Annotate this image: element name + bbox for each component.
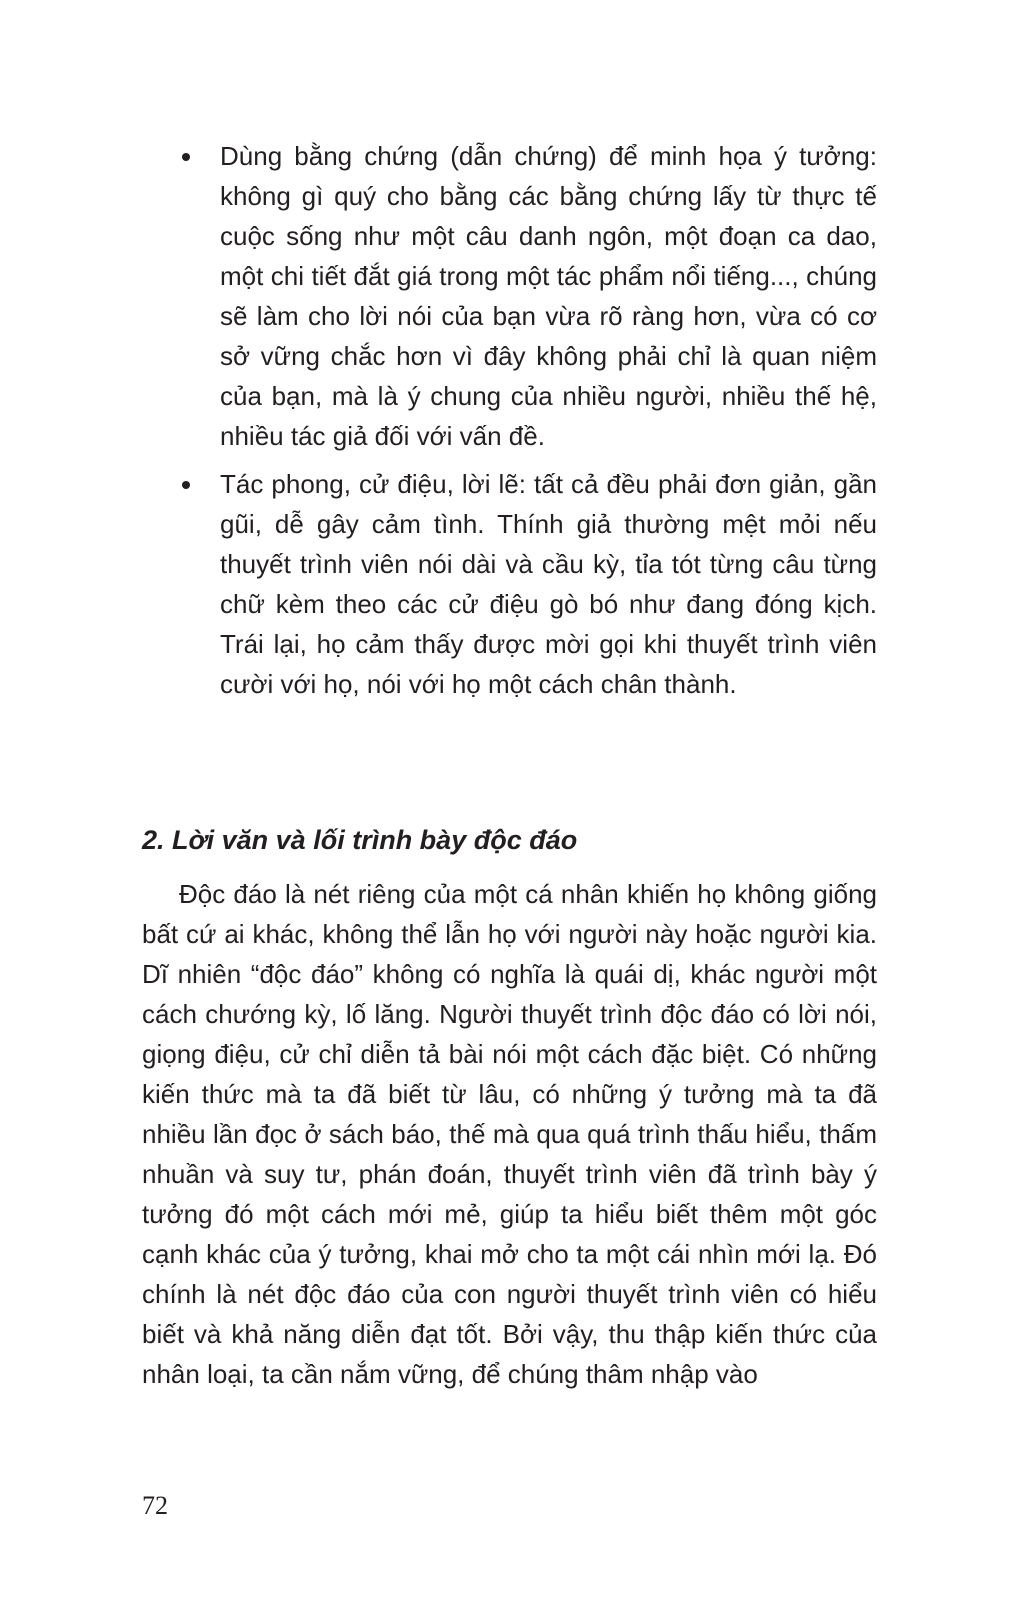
bullet-list [142,136,877,712]
body-paragraph: Độc đáo là nét riêng của một cá nhân khiến họ không giống bất cứ ai khác, không thể lẫn họ với người này hoặc người kia. Dĩ nhiên “độc đáo” không có nghĩa là quái dị, khác người một cách chướng kỳ, lố lăng. Người thuyết trình độc đáo có lời nói, giọng điệu, cử chỉ diễn tả bài nói một cách đặc biệt. Có những kiến thức mà ta đã biết từ lâu, có những ý tưởng mà ta đã nhiều lần đọc ở sách báo, thế mà qua quá trình thấu hiểu, thấm nhuần và suy tư, phán đoán, thuyết trình viên đã trình bày ý tưởng đó một cách mới mẻ, giúp ta hiểu biết thêm một góc cạnh khác của ý tưởng, khai mở cho ta một cái nhìn mới lạ. Đó chính là nét độc đáo của con người thuyết trình viên có hiểu biết và khả năng diễn đạt tốt. Bởi vậy, thu thập kiến thức của nhân loại, ta cần nắm vững, để chúng thâm nhập vào [142,879,877,1389]
bullet-text: Tác phong, cử điệu, lời lẽ: tất cả đều phải đơn giản, gần gũi, dễ gây cảm tình. Thính giả thường mệt mỏi nếu thuyết trình viên nói dài và cầu kỳ, tỉa tót từng câu từng chữ kèm theo các cử điệu gò bó như đang đóng kịch. Trái lại, họ cảm thấy được mời gọi khi thuyết trình viên cười với họ, nói với họ một cách chân thành. [220,469,877,699]
bullet-text: Dùng bằng chứng (dẫn chứng) để minh họa ý tưởng: không gì quý cho bằng các bằng chứng lấy từ thực tế cuộc sống như một câu danh ngôn, một đoạn ca dao, một chi tiết đắt giá trong một tác phẩm nổi tiếng..., chúng sẽ làm cho lời nói của bạn vừa rõ ràng hơn, vừa có cơ sở vững chắc hơn vì đây không phải chỉ là quan niệm của bạn, mà là ý chung của nhiều người, nhiều thế hệ, nhiều tác giả đối với vấn đề. [220,141,877,451]
bullet-icon [182,481,190,489]
bullet-item-evidence [142,136,877,456]
section-heading: 2. Lời văn và lối trình bày độc đáo [142,825,578,855]
page-number: 72 [142,1491,168,1520]
bullet-item-manner [142,464,877,704]
bullet-icon [182,153,190,161]
